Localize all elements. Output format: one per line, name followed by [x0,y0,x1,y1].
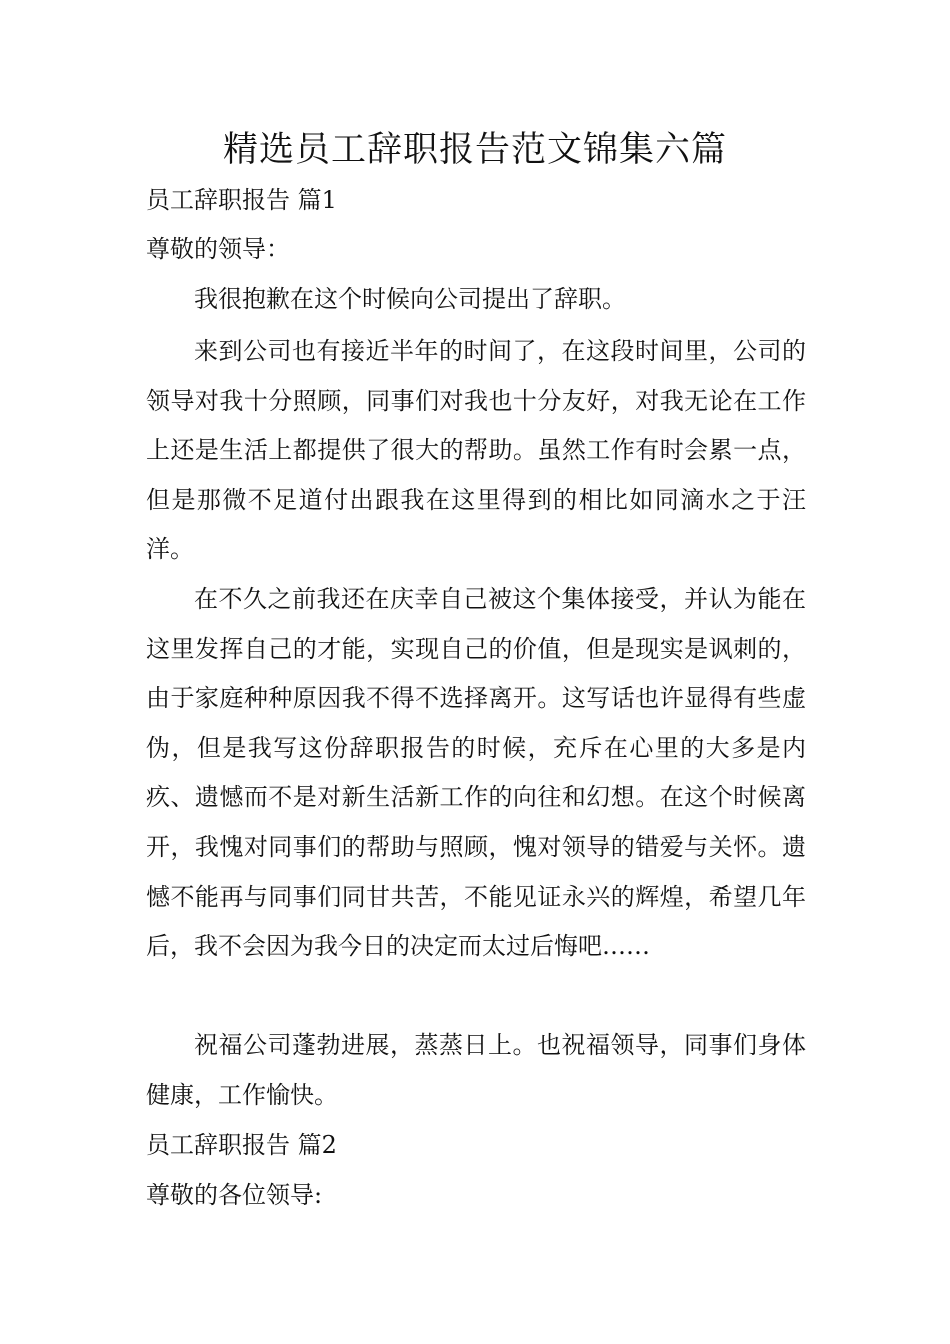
section-2-salutation: 尊敬的各位领导: [146,1181,323,1209]
section-1-salutation: 尊敬的领导： [146,235,290,263]
paragraph-2: 来到公司也有接近半年的时间了，在这段时间里，公司的领导对我十分照顾，同事们对我也十分友好，对我无论在工作上还是生活上都提供了很大的帮助。虽然工作有时会累一点，但是那微不足道付出跟我在这里得到的相比如同滴水之于汪洋。 [146,337,806,564]
document-title: 精选员工辞职报告范文锦集六篇 [222,130,727,170]
section-2-heading: 员工辞职报告 篇2 [146,1131,337,1159]
paragraph-3: 在不久之前我还在庆幸自己被这个集体接受，并认为能在这里发挥自己的才能，实现自己的价值，但是现实是讽刺的，由于家庭种种原因我不得不选择离开。这写话也许显得有些虚伪，但是我写这份辞职报告的时候，充斥在心里的大多是内疚、遗憾而不是对新生活新工作的向往和幻想。在这个时候离开，我愧对同事们的帮助与照顾，愧对领导的错爱与关怀。遗憾不能再与同事们同甘共苦，不能见证永兴的辉煌，希望几年后，我不会因为我今日的决定而太过后悔吧…… [146,585,806,961]
section-1-heading: 员工辞职报告 篇1 [146,186,337,214]
paragraph-1: 我很抱歉在这个时候向公司提出了辞职。 [194,285,626,313]
paragraph-4: 祝福公司蓬勃进展，蒸蒸日上。也祝福领导，同事们身体健康，工作愉快。 [146,1031,806,1109]
